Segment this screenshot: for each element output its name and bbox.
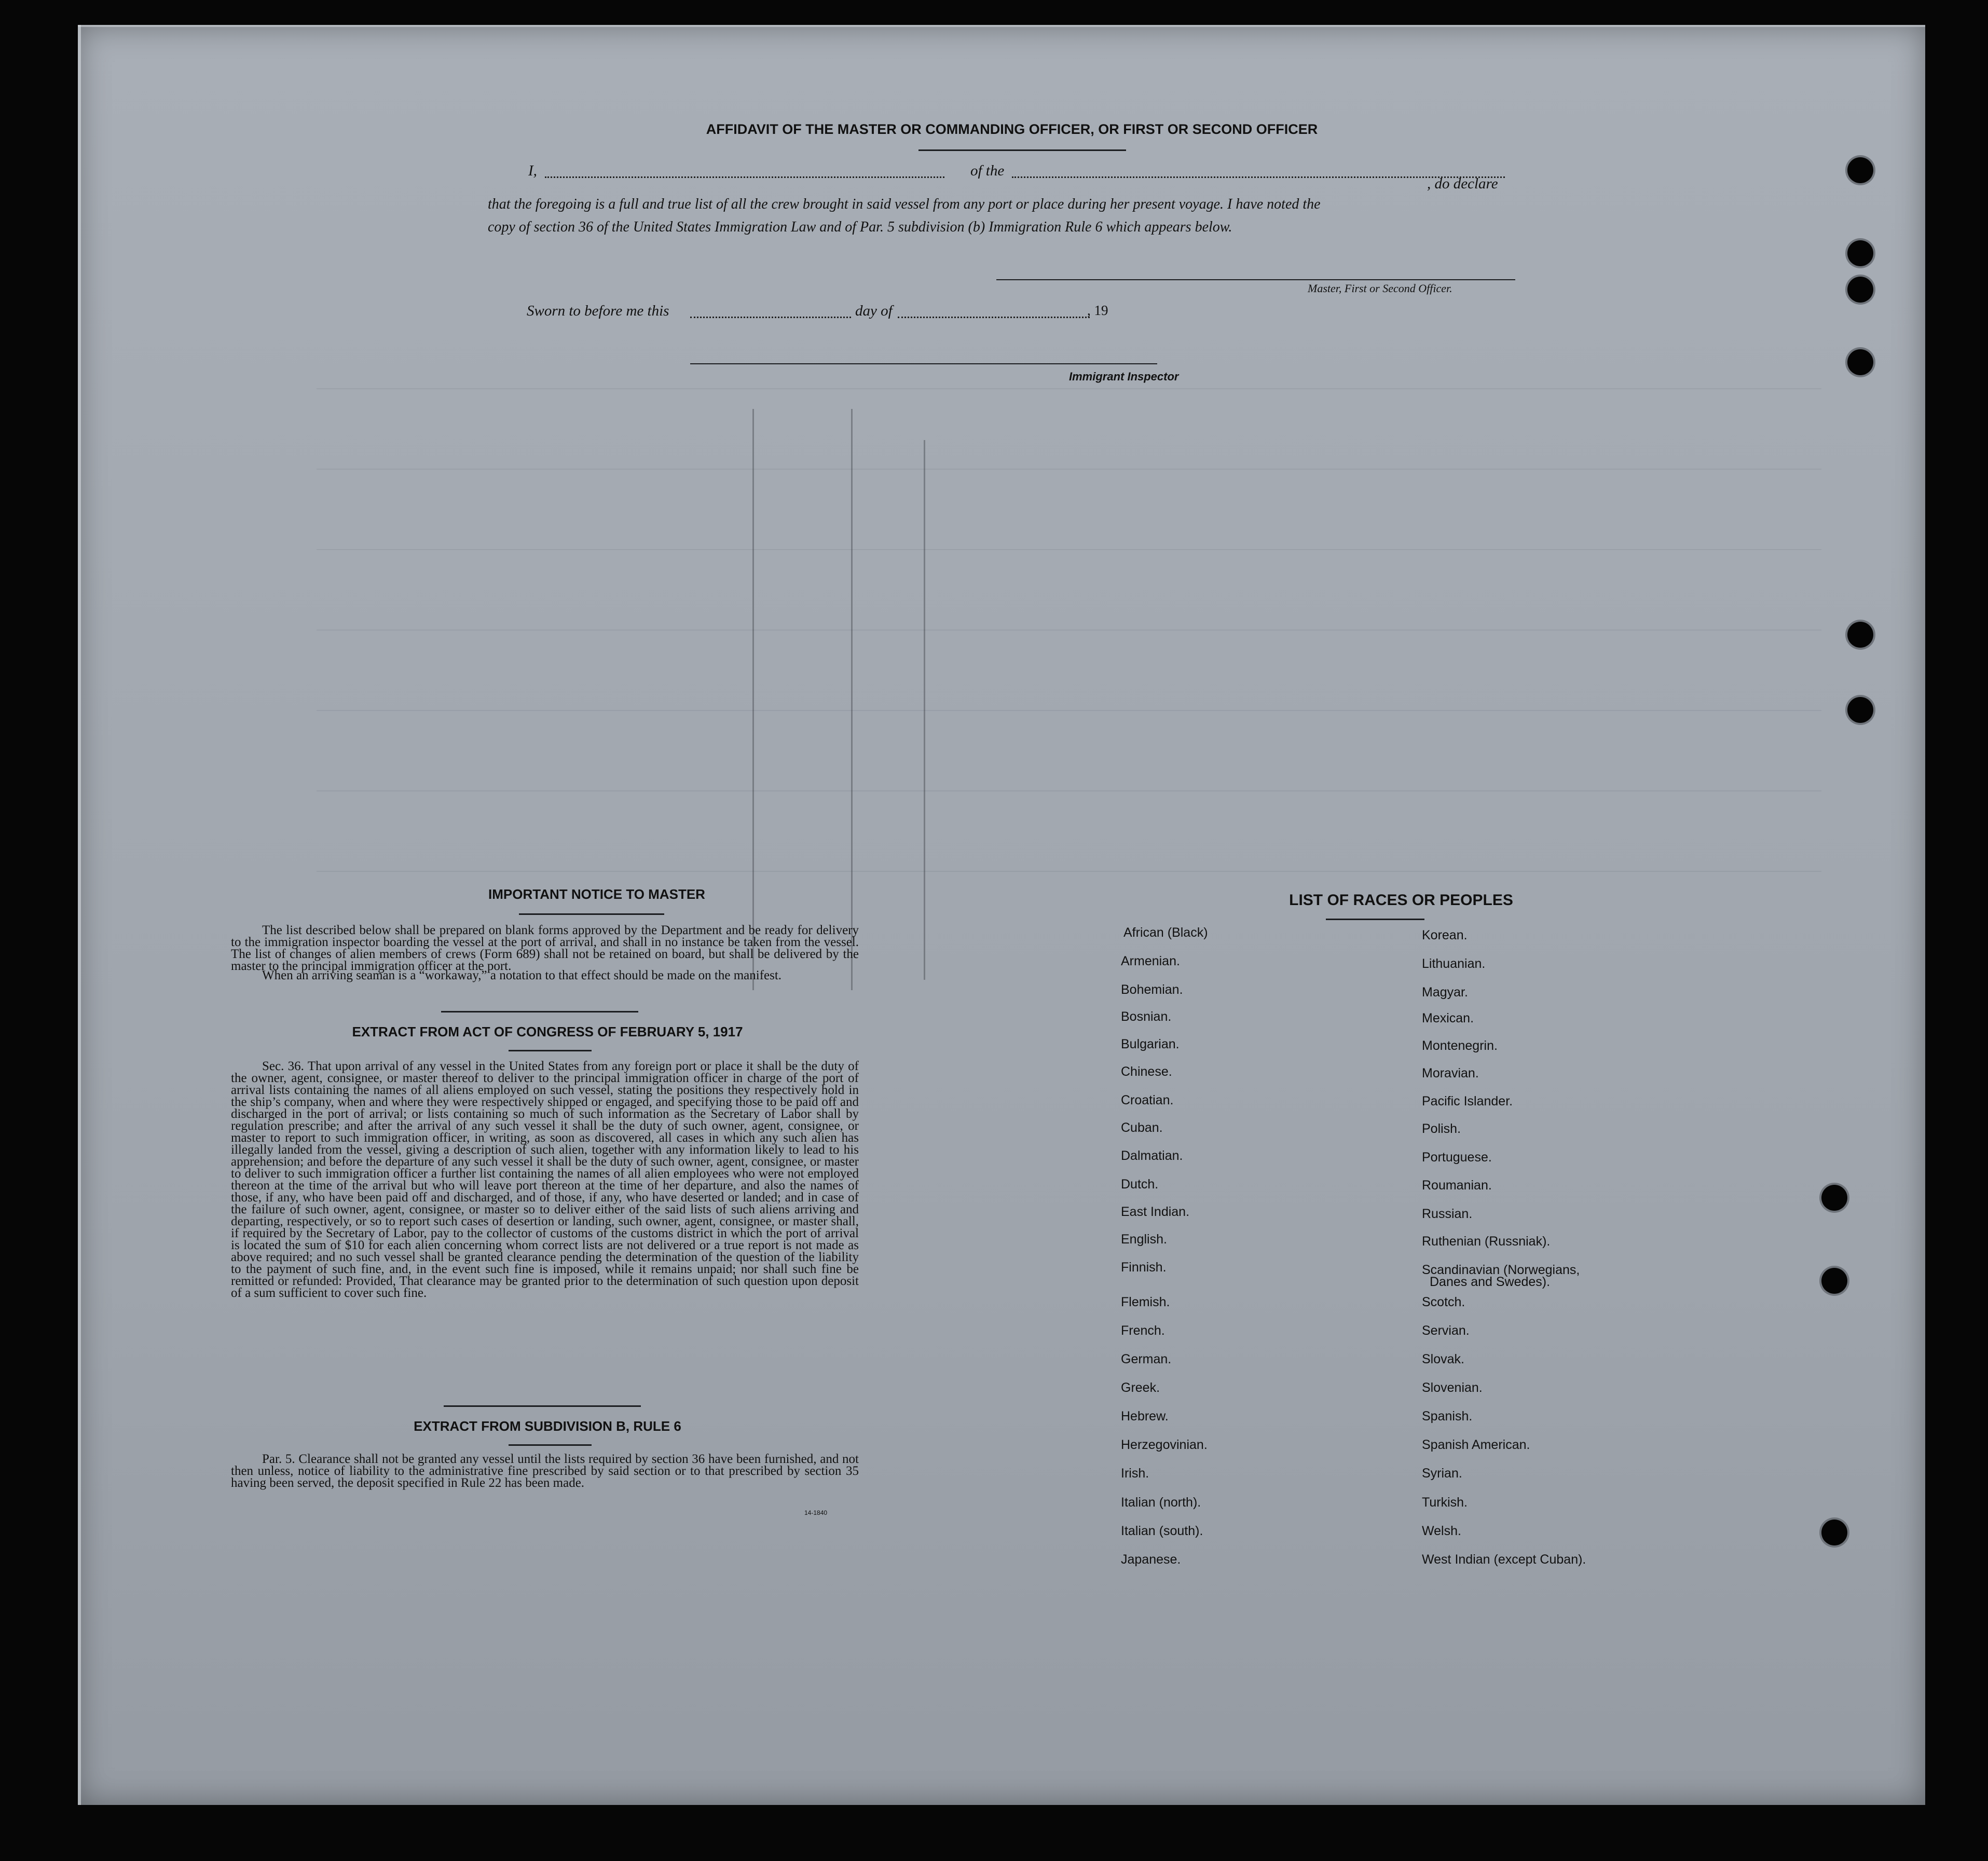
- race-left-item: Hebrew.: [1121, 1409, 1169, 1424]
- race-right-item: Montenegrin.: [1422, 1038, 1498, 1053]
- punch-hole: [1821, 1185, 1847, 1211]
- race-left-item: Dalmatian.: [1121, 1148, 1183, 1163]
- race-left-item: German.: [1121, 1352, 1172, 1366]
- affidavit-of-the: of the: [970, 162, 1005, 179]
- race-left-item: Herzegovinian.: [1121, 1438, 1208, 1452]
- races-title: LIST OF RACES OR PEOPLES: [1289, 892, 1513, 909]
- race-right-item: Scandinavian (Norwegians,: [1422, 1263, 1580, 1277]
- race-right-item: Mexican.: [1422, 1011, 1474, 1025]
- race-left-item: Japanese.: [1121, 1552, 1181, 1567]
- race-left-item: Irish.: [1121, 1466, 1149, 1481]
- race-right-item: Portuguese.: [1422, 1150, 1492, 1165]
- punch-hole: [1847, 697, 1873, 723]
- rule-title-rule-bottom: [509, 1444, 592, 1446]
- affidavit-statement-2: copy of section 36 of the United States Immigration Law and of Par. 5 subdivision (b) Immigration Rule 6 which appears below.: [488, 219, 1232, 235]
- extract-rule-text: Par. 5. Clearance shall not be granted any vessel until the lists required by section 36 have been furnished, and not then unless, notice of liability to the administrative fine prescribed by said section or to that prescribed by section 35 having been served, the deposit specified in Rule 22 has been made.: [231, 1452, 859, 1490]
- race-right-item: Scotch.: [1422, 1295, 1465, 1309]
- signature-line[interactable]: [996, 279, 1515, 280]
- sworn-day-of: day of: [855, 303, 893, 319]
- affidavit-statement-1: that the foregoing is a full and true list of all the crew brought in said vessel from any port or place during her present voyage. I have noted the: [488, 196, 1321, 212]
- punch-hole: [1847, 349, 1873, 375]
- race-right-item: Syrian.: [1422, 1466, 1462, 1481]
- race-right-item: Slovak.: [1422, 1352, 1464, 1366]
- race-left-item: East Indian.: [1121, 1205, 1190, 1219]
- race-left-item: French.: [1121, 1323, 1165, 1338]
- extract-act-text: Sec. 36. That upon arrival of any vessel in the United States from any foreign port or place it shall be the duty of the owner, agent, consignee, or master thereof to deliver to the principal immigration officer in charge of the port of arrival lists containing the names of all aliens employed on such vessel, stating the positions they respectively hold in the ship’s company, when and where they were respectively shipped or engaged, and specifying those to be paid off and discharged in the port of arrival; or lists containing so much of such information as the Secretary of Labor shall by regulation prescribe; and after the arrival of any such vessel it shall be the duty of such owner, agent, consignee, or master to report to such immigration officer, in writing, as soon as discovered, all cases in which any such alien has illegally landed from the vessel, giving a description of such alien, together with any information likely to lead to his apprehension; and before the departure of any such vessel it shall be the duty of such owner, agent, consignee, or master to deliver to such immigration officer a further list containing the names of all alien employees who were not employed thereon at the time of the arrival but who will leave port thereon at the time of her departure, and also the names of those, if any, who have been paid off and discharged, and of those, if any, who have deserted or landed; and in case of the failure of such owner, agent, consignee, or master so to deliver either of the said lists of such aliens arriving and departing, respectively, or so to report such cases of desertion or landing, such owner, agent, consignee, or master shall, if required by the Secretary of Labor, pay to the collector of customs of the customs district in which the port of arrival is located the sum of $10 for each alien concerning whom correct lists are not delivered or a true report is not made as above required; and no such vessel shall be granted clearance pending the determination of the question of the liability to the payment of such fine, and, in the event such fine is imposed, while it remains unpaid; nor shall such fine be remitted or refunded: Provided, That clearance may be granted prior to the determination of such question upon deposit of a sum sufficient to cover such fine.: [231, 1059, 859, 1300]
- notice-title: IMPORTANT NOTICE TO MASTER: [488, 886, 705, 902]
- punch-hole: [1821, 1520, 1847, 1545]
- punch-hole: [1821, 1268, 1847, 1294]
- race-left-item: Bosnian.: [1121, 1009, 1172, 1024]
- race-right-item: Russian.: [1422, 1207, 1473, 1221]
- race-right-item: Turkish.: [1422, 1495, 1468, 1510]
- race-left-item: Cuban.: [1121, 1120, 1163, 1135]
- inspector-signature-line[interactable]: [690, 363, 1157, 364]
- race-left-item: Greek.: [1121, 1380, 1160, 1395]
- race-right-item: Danes and Swedes).: [1430, 1275, 1551, 1289]
- race-left-item: Dutch.: [1121, 1177, 1159, 1192]
- affidavit-do-declare: , do declare: [1427, 175, 1498, 192]
- bleed-vertical-rule: [851, 409, 853, 990]
- race-left-item: Flemish.: [1121, 1295, 1170, 1309]
- act-title-rule-top: [441, 1011, 638, 1012]
- page-top-edge: [78, 25, 1925, 27]
- sworn-day-blank[interactable]: [690, 317, 851, 318]
- punch-hole: [1847, 622, 1873, 648]
- race-right-item: Roumanian.: [1422, 1178, 1492, 1193]
- race-right-item: Spanish.: [1422, 1409, 1473, 1424]
- race-right-item: West Indian (except Cuban).: [1422, 1552, 1586, 1567]
- name-blank[interactable]: [545, 176, 944, 178]
- race-left-item: Armenian.: [1121, 954, 1180, 968]
- signature-caption: Master, First or Second Officer.: [1308, 282, 1452, 295]
- race-left-item: Bulgarian.: [1121, 1037, 1180, 1051]
- race-right-item: Magyar.: [1422, 985, 1468, 1000]
- race-left-item: Italian (north).: [1121, 1495, 1201, 1510]
- act-title-rule-bottom: [509, 1050, 592, 1051]
- inspector-caption: Immigrant Inspector: [1069, 370, 1179, 383]
- bleed-vertical-rule: [752, 409, 754, 990]
- punch-hole: [1847, 277, 1873, 303]
- race-right-item: Moravian.: [1422, 1066, 1479, 1080]
- race-right-item: Korean.: [1422, 928, 1468, 942]
- affidavit-title-rule: [918, 149, 1126, 151]
- page-left-edge: [78, 25, 81, 1805]
- race-left-item: African (Black): [1123, 925, 1208, 940]
- affidavit-i: I,: [528, 162, 537, 179]
- race-right-item: Polish.: [1422, 1121, 1461, 1136]
- race-right-item: Lithuanian.: [1422, 956, 1486, 971]
- race-left-item: Chinese.: [1121, 1064, 1172, 1079]
- race-right-item: Spanish American.: [1422, 1438, 1530, 1452]
- races-title-rule: [1326, 919, 1424, 920]
- punch-hole: [1847, 157, 1873, 183]
- bleed-vertical-rule: [924, 440, 925, 980]
- race-right-item: Slovenian.: [1422, 1380, 1483, 1395]
- notice-title-rule: [519, 913, 664, 915]
- extract-rule-title: EXTRACT FROM SUBDIVISION B, RULE 6: [414, 1418, 681, 1434]
- race-right-item: Welsh.: [1422, 1524, 1461, 1538]
- notice-paragraph-1: The list described below shall be prepared on blank forms approved by the Department and be ready for delivery to the immigration inspector boarding the vessel at the port of arrival, and shall in no instance be taken from the vessel. The list of changes of alien members of crews (Form 689) shall not be retained on board, but shall be delivered by the master to the principal immigration officer at the port.: [231, 923, 859, 973]
- sworn-month-blank[interactable]: [898, 317, 1090, 318]
- race-right-item: Servian.: [1422, 1323, 1470, 1338]
- race-left-item: Italian (south).: [1121, 1524, 1203, 1538]
- sworn-year: , 19: [1087, 303, 1108, 318]
- race-left-item: Bohemian.: [1121, 982, 1183, 997]
- race-left-item: English.: [1121, 1232, 1167, 1247]
- punch-hole: [1847, 240, 1873, 266]
- race-right-item: Ruthenian (Russniak).: [1422, 1234, 1551, 1249]
- race-left-item: Croatian.: [1121, 1093, 1174, 1107]
- form-code: 14-1840: [804, 1509, 828, 1516]
- extract-act-title: EXTRACT FROM ACT OF CONGRESS OF FEBRUARY 5, 1917: [352, 1024, 743, 1039]
- notice-paragraph-2: When an arriving seaman is a “workaway,” a notation to that effect should be made on the manifest.: [262, 968, 782, 982]
- race-left-item: Finnish.: [1121, 1260, 1167, 1275]
- affidavit-title: AFFIDAVIT OF THE MASTER OR COMMANDING OFFICER, OR FIRST OR SECOND OFFICER: [706, 121, 1318, 137]
- rule-title-rule-top: [444, 1405, 641, 1407]
- manifest-page: [78, 25, 1925, 1805]
- sworn-prefix: Sworn to before me this: [527, 303, 669, 319]
- race-right-item: Pacific Islander.: [1422, 1094, 1513, 1109]
